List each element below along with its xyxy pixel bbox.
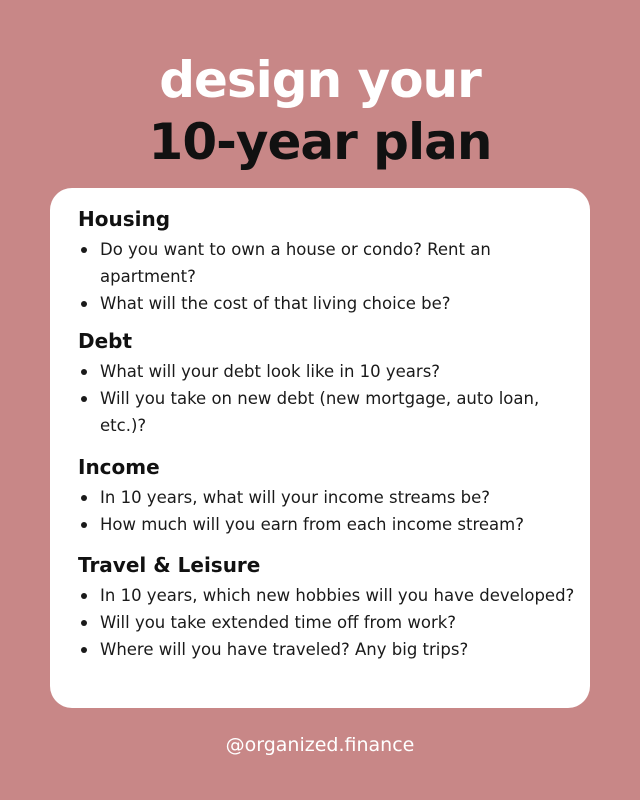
bullet-list	[78, 484, 578, 538]
list-item-text: In 10 years, what will your income streams be?	[100, 488, 491, 507]
bullet-icon	[81, 522, 87, 528]
list-item-text: In 10 years, which new hobbies will you have developed?	[100, 586, 575, 605]
bullet-list	[78, 582, 578, 663]
bullet-icon	[81, 620, 87, 626]
list-item-text: Do you want to own a house or condo? Rent an apartment?	[100, 240, 491, 286]
bullet-list	[78, 358, 578, 439]
social-handle: @organized.finance	[225, 734, 415, 756]
bullet-icon	[81, 396, 87, 402]
list-item	[78, 582, 578, 609]
list-item	[78, 358, 578, 385]
bullet-list	[78, 236, 578, 317]
section-heading: Travel & Leisure	[78, 553, 261, 577]
bullet-icon	[81, 247, 87, 253]
list-item-text: What will your debt look like in 10 years?	[100, 362, 441, 381]
list-item	[78, 236, 578, 290]
list-item-text: Will you take extended time off from work?	[100, 613, 457, 632]
bullet-icon	[81, 647, 87, 653]
list-item	[78, 636, 578, 663]
section-income	[78, 454, 578, 538]
bullet-icon	[81, 369, 87, 375]
content-card	[50, 188, 590, 708]
bullet-icon	[81, 301, 87, 307]
section-heading: Debt	[78, 329, 133, 353]
section-heading: Income	[78, 455, 160, 479]
bullet-icon	[81, 593, 87, 599]
list-item	[78, 511, 578, 538]
section-travel-leisure	[78, 552, 578, 663]
list-item	[78, 290, 578, 317]
section-heading: Housing	[78, 207, 171, 231]
list-item-text: Will you take on new debt (new mortgage, auto loan, etc.)?	[100, 389, 540, 435]
list-item-text: What will the cost of that living choice be?	[100, 294, 451, 313]
list-item-text: How much will you earn from each income stream?	[100, 515, 524, 534]
page-title-line2: 10-year plan	[148, 113, 492, 171]
list-item-text: Where will you have traveled? Any big trips?	[100, 640, 469, 659]
list-item	[78, 385, 578, 439]
section-debt	[78, 328, 578, 439]
page-title-line1: design your	[159, 51, 481, 109]
list-item	[78, 484, 578, 511]
section-housing	[78, 206, 578, 317]
bullet-icon	[81, 495, 87, 501]
list-item	[78, 609, 578, 636]
